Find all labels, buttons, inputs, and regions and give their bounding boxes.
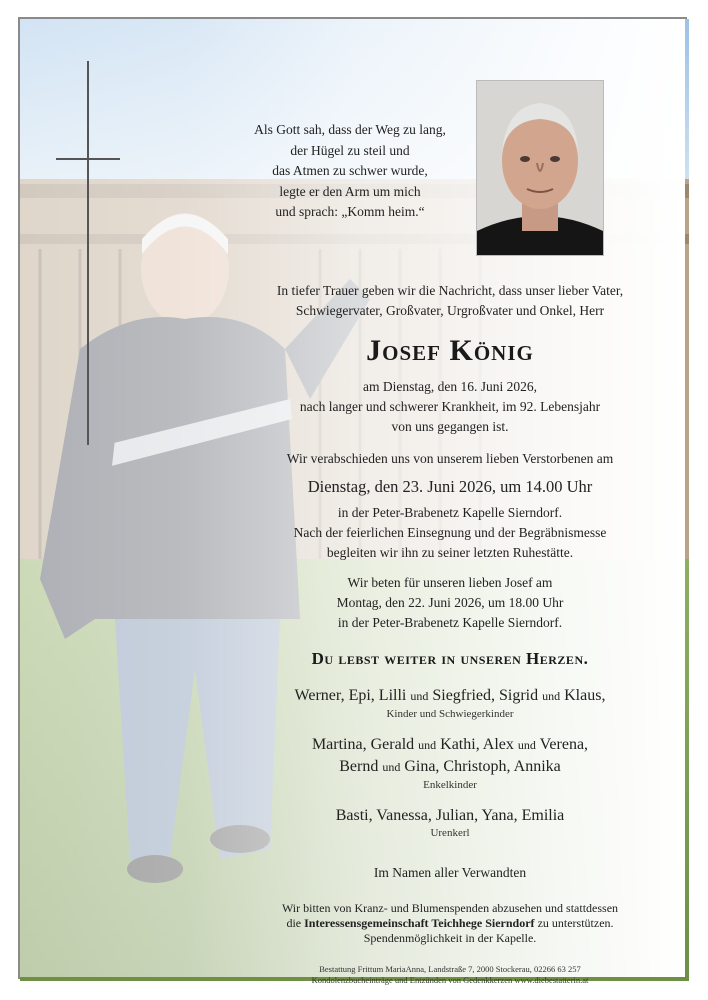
intro-line: Schwiegervater, Großvater, Urgroßvater und Onkel, Herr — [295, 303, 605, 318]
great-grandchildren-block — [230, 805, 670, 841]
grandchildren-names: Verena, — [539, 736, 589, 753]
poem-line: der Hügel zu steil und — [290, 142, 410, 158]
donation-line: Wir bitten von Kranz- und Blumenspenden abzusehen und stattdessen — [281, 901, 619, 915]
children-names: Werner, Epi, Lilli — [294, 687, 407, 704]
children-names: Klaus, — [564, 687, 606, 704]
prayer-line: in der Peter-Brabenetz Kapelle Sierndorf. — [337, 615, 563, 630]
grandchildren-names: Bernd — [339, 758, 379, 775]
donation-organization: Interessensgemeinschaft Teichhege Sierndorf — [304, 916, 535, 930]
poem — [215, 120, 485, 223]
poem-line: legte er den Arm um mich — [279, 183, 421, 199]
farewell-intro: Wir verabschieden uns von unserem lieben Verstorbenen am — [286, 451, 614, 466]
footer-line: Kondolenzbucheinträge und Entzünden von Gedenkkerzen www.diebestatterin.at — [311, 975, 589, 985]
donation-line: Spendenmöglichkeit in der Kapelle. — [363, 931, 537, 945]
children-names: Siegfried, Sigrid — [432, 687, 539, 704]
grandchildren-names: Martina, Gerald — [311, 736, 415, 753]
on-behalf: Im Namen aller Verwandten — [373, 865, 527, 880]
obituary-page — [18, 17, 687, 985]
donation-text: zu unterstützen. — [537, 916, 614, 930]
funeral-detail: Nach der feierlichen Einsegnung und der Begräbnismesse — [293, 525, 607, 540]
poem-line: das Atmen zu schwer wurde, — [272, 163, 428, 178]
funeral-detail: in der Peter-Brabenetz Kapelle Sierndorf. — [337, 505, 563, 520]
death-line: am Dienstag, den 16. Juni 2026, — [363, 379, 537, 394]
und: und — [418, 738, 437, 752]
motto: Du lebst weiter in unseren Herzen. — [311, 649, 589, 668]
footer-line: Bestattung Frittum MariaAnna, Landstraße 7, 2000 Stockerau, 02266 63 257 — [319, 964, 581, 974]
poem-line: und sprach: „Komm heim.“ — [275, 204, 425, 219]
cross-icon-bar — [56, 158, 120, 160]
funeral-date: Dienstag, den 23. Juni 2026, um 14.00 Uhr — [307, 477, 593, 496]
prayer-line: Montag, den 22. Juni 2026, um 18.00 Uhr — [336, 595, 564, 610]
grandchildren-names: Kathi, Alex — [440, 736, 514, 753]
children-role: Kinder und Schwiegerkinder — [386, 708, 514, 720]
portrait-photo — [476, 80, 604, 256]
obituary-text — [230, 281, 670, 986]
cross-icon — [87, 61, 89, 445]
poem-line: Als Gott sah, dass der Weg zu lang, — [254, 122, 446, 137]
und: und — [542, 689, 561, 703]
grandchildren-role: Enkelkinder — [423, 779, 477, 791]
grandchildren-names: Gina, Christoph, Annika — [404, 758, 561, 775]
footer — [230, 964, 670, 986]
und: und — [410, 689, 429, 703]
grandchildren-block — [230, 734, 670, 793]
great-grandchildren-names: Basti, Vanessa, Julian, Yana, Emilia — [335, 807, 565, 824]
funeral-detail: begleiten wir ihn zu seiner letzten Ruhestätte. — [326, 545, 574, 560]
donation-text: die — [286, 916, 302, 930]
donation-note — [230, 901, 670, 946]
death-line: von uns gegangen ist. — [391, 419, 509, 434]
great-grandchildren-role: Urenkerl — [430, 827, 470, 839]
und: und — [382, 760, 401, 774]
prayer-line: Wir beten für unseren lieben Josef am — [347, 575, 553, 590]
und: und — [517, 738, 536, 752]
intro-line: In tiefer Trauer geben wir die Nachricht, dass unser lieber Vater, — [276, 283, 624, 298]
children-block — [230, 685, 670, 722]
death-line: nach langer und schwerer Krankheit, im 92. Lebensjahr — [299, 399, 601, 414]
deceased-name: Josef König — [366, 334, 534, 367]
